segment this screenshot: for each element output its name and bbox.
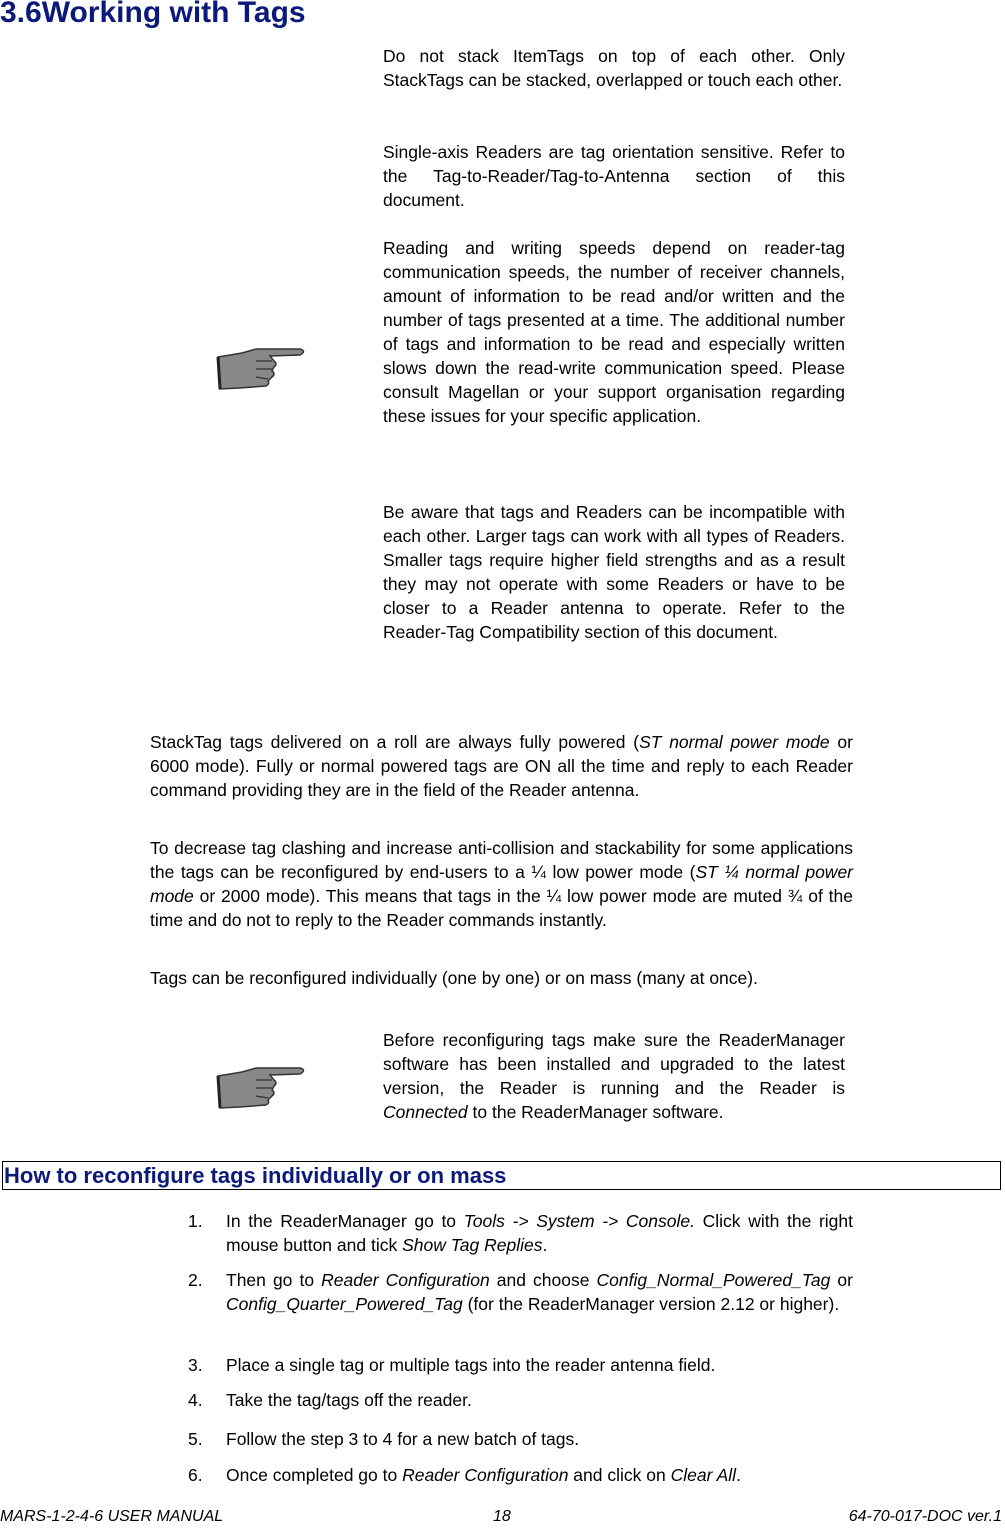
list-item: 4. Take the tag/tags off the reader.	[188, 1390, 472, 1410]
list-item: 5. Follow the step 3 to 4 for a new batch of tags.	[188, 1429, 580, 1449]
note-compatibility: Be aware that tags and Readers can be incompatible with each other. Larger tags can work with all types of Readers. Smaller tags require higher field strengths and as a result they may not operate with some Readers or have to be closer to a Reader antenna to operate. Refer to the Reader-Tag Compatibility section of this document.	[383, 502, 845, 642]
list-item: 3. Place a single tag or multiple tags into the reader antenna field.	[188, 1355, 716, 1375]
list-item: 2. Then go to Reader Configuration and choose Config_Normal_Powered_Tag or Config_Quarter_Powered_Tag (for the ReaderManager version 2.12 or higher).	[188, 1270, 853, 1314]
note-orientation: Single-axis Readers are tag orientation sensitive. Refer to the Tag-to-Reader/Tag-to-Antenna section of this document.	[383, 142, 845, 210]
list-item: 1. In the ReaderManager go to Tools -> System -> Console. Click with the right mouse button and tick Show Tag Replies.	[188, 1211, 853, 1255]
list-item: 6. Once completed go to Reader Configuration and click on Clear All.	[188, 1465, 741, 1485]
page-title: 3.6Working with Tags	[0, 0, 306, 29]
paragraph-low-power: To decrease tag clashing and increase anti-collision and stackability for some applications the tags can be reconfigured by end-users to a ¼ low power mode (ST ¼ normal power mode or 2000 mode). This means that tags in the ¼ low power mode are muted ¾ of the time and do not to reply to the Reader commands instantly.	[150, 838, 854, 930]
footer-doc-id: 64-70-017-DOC ver.1	[848, 1508, 1002, 1525]
footer-doc-name: MARS-1-2-4-6 USER MANUAL	[0, 1508, 224, 1525]
note-speeds: Reading and writing speeds depend on reader-tag communication speeds, the number of receiver channels, amount of information to be read and/or written and the number of tags presented at a time. The additional number of tags and information to be read and especially written slows down the read-write communication speed. Please consult Magellan or your support organisation regarding these issues for your specific application.	[383, 238, 845, 426]
note-stacking: Do not stack ItemTags on top of each other. Only StackTags can be stacked, overlapped or touch each other.	[383, 46, 845, 90]
note-before-reconfigure: Before reconfiguring tags make sure the ReaderManager software has been installed and upgraded to the latest version, the Reader is running and the Reader is Connected to the ReaderManager software.	[383, 1030, 845, 1122]
section-heading: How to reconfigure tags individually or on mass	[4, 1163, 507, 1188]
paragraph-reconfigure: Tags can be reconfigured individually (one by one) or on mass (many at once).	[150, 968, 758, 988]
pointing-hand-icon	[212, 343, 308, 391]
footer-page-number: 18	[493, 1508, 511, 1525]
pointing-hand-icon	[212, 1062, 308, 1110]
paragraph-full-power: StackTag tags delivered on a roll are always fully powered (ST normal power mode or 6000 mode). Fully or normal powered tags are ON all the time and reply to each Reader command providing they are in the field of the Reader antenna.	[150, 732, 853, 800]
